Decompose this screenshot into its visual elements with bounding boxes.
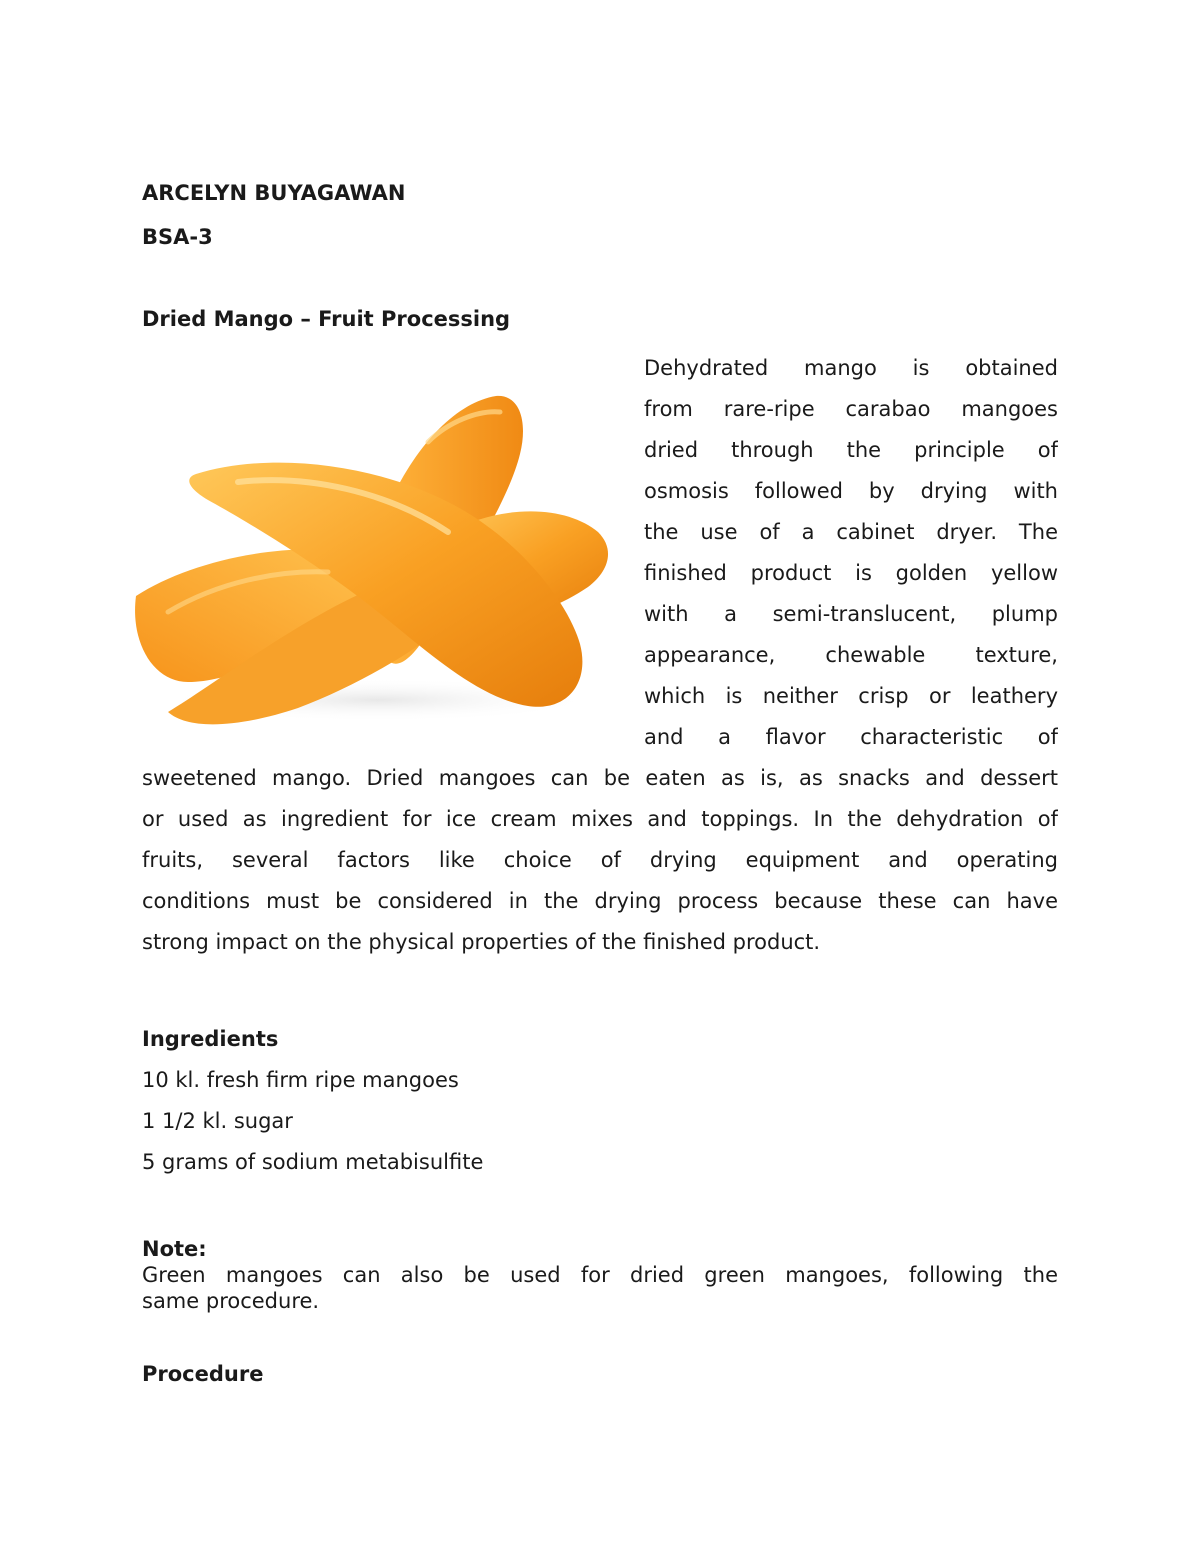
note-heading: Note: xyxy=(142,1237,207,1261)
intro-line: from rare-ripe carabao mangoes xyxy=(644,397,1058,421)
procedure-heading: Procedure xyxy=(142,1362,264,1386)
intro-line: or used as ingredient for ice cream mixes and toppings. In the dehydration of xyxy=(142,807,1058,831)
intro-line: appearance, chewable texture, xyxy=(644,643,1058,667)
note-line: same procedure. xyxy=(142,1289,320,1313)
course-label: BSA-3 xyxy=(142,225,213,249)
note-text xyxy=(142,1262,1058,1314)
document-title: Dried Mango – Fruit Processing xyxy=(142,307,511,331)
ingredient-item: 1 1/2 kl. sugar xyxy=(142,1109,293,1133)
intro-line: Dehydrated mango is obtained xyxy=(644,356,1058,380)
intro-line: osmosis followed by drying with xyxy=(644,479,1058,503)
intro-line: and a flavor characteristic of xyxy=(644,725,1058,749)
ingredient-item: 5 grams of sodium metabisulfite xyxy=(142,1150,484,1174)
author-name: ARCELYN BUYAGAWAN xyxy=(142,181,406,205)
dried-mango-image xyxy=(128,382,624,732)
intro-line: sweetened mango. Dried mangoes can be eaten as is, as snacks and dessert xyxy=(142,766,1058,790)
intro-line: strong impact on the physical properties of the finished product. xyxy=(142,930,821,954)
ingredients-heading: Ingredients xyxy=(142,1027,279,1051)
intro-line: dried through the principle of xyxy=(644,438,1058,462)
intro-line: the use of a cabinet dryer. The xyxy=(644,520,1058,544)
intro-line: conditions must be considered in the drying process because these can have xyxy=(142,889,1058,913)
note-line: Green mangoes can also be used for dried green mangoes, following the xyxy=(142,1263,1058,1287)
intro-line: finished product is golden yellow xyxy=(644,561,1058,585)
intro-line: which is neither crisp or leathery xyxy=(644,684,1058,708)
intro-line: fruits, several factors like choice of drying equipment and operating xyxy=(142,848,1058,872)
intro-line: with a semi-translucent, plump xyxy=(644,602,1058,626)
ingredient-item: 10 kl. fresh firm ripe mangoes xyxy=(142,1068,459,1092)
